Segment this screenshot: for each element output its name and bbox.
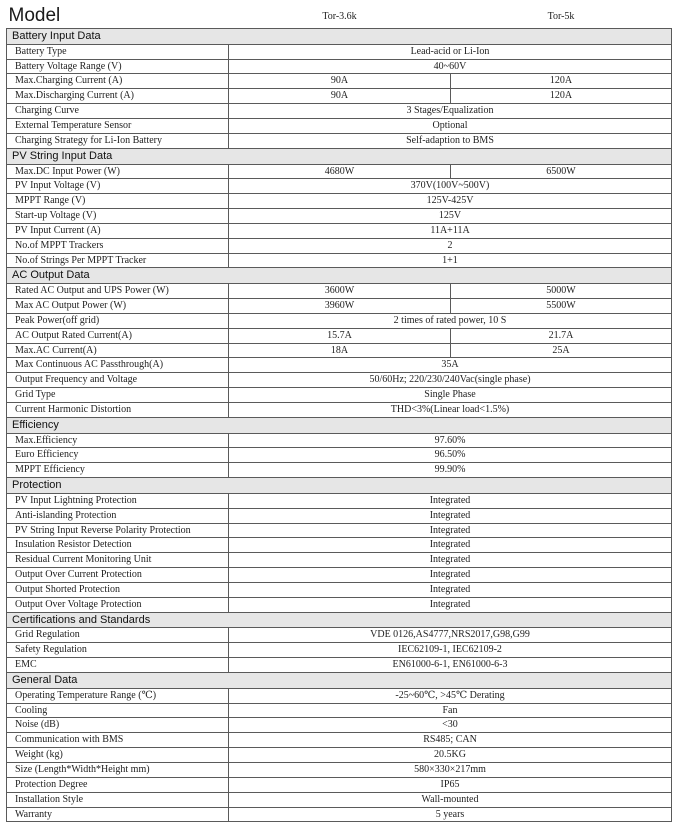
spec-label: Noise (dB)	[7, 718, 229, 733]
spec-row	[7, 448, 672, 463]
section-title: Protection	[7, 478, 672, 494]
spec-row	[7, 733, 672, 748]
spec-value: IEC62109-1, IEC62109-2	[229, 643, 672, 658]
spec-value: 96.50%	[229, 448, 672, 463]
spec-label: Max Continuous AC Passthrough(A)	[7, 358, 229, 373]
spec-row	[7, 89, 672, 104]
spec-label: MPPT Range (V)	[7, 194, 229, 209]
spec-row	[7, 328, 672, 343]
spec-label: Max AC Output Power (W)	[7, 299, 229, 314]
model-name-1: Tor-3.6k	[229, 4, 451, 29]
section-header	[7, 268, 672, 284]
spec-value: -25~60℃, >45℃ Derating	[229, 688, 672, 703]
spec-label: Max.Charging Current (A)	[7, 74, 229, 89]
spec-label: Max.AC Current(A)	[7, 343, 229, 358]
section-header	[7, 417, 672, 433]
spec-value: 35A	[229, 358, 672, 373]
spec-row	[7, 358, 672, 373]
spec-value: 580×330×217mm	[229, 763, 672, 778]
spec-label: Output Over Voltage Protection	[7, 597, 229, 612]
spec-row	[7, 523, 672, 538]
section-title: Efficiency	[7, 417, 672, 433]
spec-row	[7, 628, 672, 643]
spec-label: Current Harmonic Distortion	[7, 402, 229, 417]
spec-label: Peak Power(off grid)	[7, 313, 229, 328]
spec-label: Installation Style	[7, 792, 229, 807]
spec-value: Wall-mounted	[229, 792, 672, 807]
spec-row	[7, 133, 672, 148]
spec-row	[7, 238, 672, 253]
spec-row	[7, 179, 672, 194]
spec-label: Charging Strategy for Li-Ion Battery	[7, 133, 229, 148]
spec-label: Communication with BMS	[7, 733, 229, 748]
spec-row	[7, 209, 672, 224]
spec-label: PV String Input Reverse Polarity Protection	[7, 523, 229, 538]
spec-value-model-2: 5500W	[451, 299, 672, 314]
spec-row	[7, 508, 672, 523]
spec-row	[7, 388, 672, 403]
spec-row	[7, 718, 672, 733]
spec-label: No.of MPPT Trackers	[7, 238, 229, 253]
spec-label: Anti-islanding Protection	[7, 508, 229, 523]
spec-value: 125V-425V	[229, 194, 672, 209]
spec-value-model-2: 120A	[451, 74, 672, 89]
spec-value: 5 years	[229, 807, 672, 822]
spec-row	[7, 688, 672, 703]
spec-label: Battery Voltage Range (V)	[7, 59, 229, 74]
spec-label: Start-up Voltage (V)	[7, 209, 229, 224]
spec-value-model-1: 4680W	[229, 164, 451, 179]
spec-row	[7, 343, 672, 358]
spec-value-model-2: 25A	[451, 343, 672, 358]
spec-row	[7, 807, 672, 822]
spec-row	[7, 119, 672, 134]
spec-value: VDE 0126,AS4777,NRS2017,G98,G99	[229, 628, 672, 643]
model-label: Model	[7, 4, 229, 29]
spec-label: Max.Efficiency	[7, 433, 229, 448]
spec-value-model-2: 5000W	[451, 284, 672, 299]
spec-row	[7, 59, 672, 74]
spec-row	[7, 313, 672, 328]
spec-label: Safety Regulation	[7, 643, 229, 658]
spec-value: 20.5KG	[229, 748, 672, 763]
spec-value-model-2: 21.7A	[451, 328, 672, 343]
spec-value: Integrated	[229, 582, 672, 597]
spec-value: 40~60V	[229, 59, 672, 74]
spec-label: No.of Strings Per MPPT Tracker	[7, 253, 229, 268]
spec-label: Grid Regulation	[7, 628, 229, 643]
spec-label: MPPT Efficiency	[7, 463, 229, 478]
spec-value: Integrated	[229, 493, 672, 508]
spec-value-model-1: 15.7A	[229, 328, 451, 343]
spec-row	[7, 597, 672, 612]
spec-table	[6, 4, 672, 822]
spec-value: THD<3%(Linear load<1.5%)	[229, 402, 672, 417]
spec-value-model-1: 18A	[229, 343, 451, 358]
spec-label: Insulation Resistor Detection	[7, 538, 229, 553]
spec-value: RS485; CAN	[229, 733, 672, 748]
section-title: AC Output Data	[7, 268, 672, 284]
header-row	[7, 4, 672, 29]
spec-value: 1+1	[229, 253, 672, 268]
spec-row	[7, 582, 672, 597]
spec-row	[7, 763, 672, 778]
spec-row	[7, 792, 672, 807]
spec-label: Euro Efficiency	[7, 448, 229, 463]
spec-value: Lead-acid or Li-Ion	[229, 44, 672, 59]
section-title: Certifications and Standards	[7, 612, 672, 628]
model-name-2: Tor-5k	[451, 4, 672, 29]
section-title: PV String Input Data	[7, 148, 672, 164]
spec-label: Grid Type	[7, 388, 229, 403]
spec-label: Max.Discharging Current (A)	[7, 89, 229, 104]
spec-row	[7, 74, 672, 89]
spec-table-body	[7, 4, 672, 822]
spec-label: Output Shorted Protection	[7, 582, 229, 597]
spec-label: Size (Length*Width*Height mm)	[7, 763, 229, 778]
section-header	[7, 478, 672, 494]
spec-value: <30	[229, 718, 672, 733]
spec-label: Residual Current Monitoring Unit	[7, 553, 229, 568]
spec-row	[7, 493, 672, 508]
spec-value: 2	[229, 238, 672, 253]
spec-value-model-1: 3600W	[229, 284, 451, 299]
spec-label: PV Input Lightning Protection	[7, 493, 229, 508]
spec-row	[7, 164, 672, 179]
spec-label: Output Over Current Protection	[7, 568, 229, 583]
spec-value: 125V	[229, 209, 672, 224]
spec-row	[7, 44, 672, 59]
spec-label: PV Input Voltage (V)	[7, 179, 229, 194]
spec-row	[7, 568, 672, 583]
spec-row	[7, 538, 672, 553]
spec-value: Integrated	[229, 597, 672, 612]
spec-value: Self-adaption to BMS	[229, 133, 672, 148]
spec-label: External Temperature Sensor	[7, 119, 229, 134]
spec-value-model-1: 3960W	[229, 299, 451, 314]
section-header	[7, 148, 672, 164]
section-header	[7, 673, 672, 689]
spec-row	[7, 223, 672, 238]
spec-value-model-1: 90A	[229, 89, 451, 104]
spec-label: Output Frequency and Voltage	[7, 373, 229, 388]
spec-value: 370V(100V~500V)	[229, 179, 672, 194]
spec-value: 3 Stages/Equalization	[229, 104, 672, 119]
spec-value: Integrated	[229, 568, 672, 583]
spec-row	[7, 553, 672, 568]
spec-value: 50/60Hz; 220/230/240Vac(single phase)	[229, 373, 672, 388]
section-header	[7, 29, 672, 45]
spec-row	[7, 433, 672, 448]
spec-value-model-1: 90A	[229, 74, 451, 89]
spec-row	[7, 643, 672, 658]
spec-row	[7, 703, 672, 718]
spec-value: 2 times of rated power, 10 S	[229, 313, 672, 328]
spec-label: Operating Temperature Range (℃)	[7, 688, 229, 703]
spec-row	[7, 284, 672, 299]
spec-label: Rated AC Output and UPS Power (W)	[7, 284, 229, 299]
spec-label: Battery Type	[7, 44, 229, 59]
spec-label: AC Output Rated Current(A)	[7, 328, 229, 343]
spec-row	[7, 748, 672, 763]
spec-row	[7, 373, 672, 388]
section-header	[7, 612, 672, 628]
spec-value: Optional	[229, 119, 672, 134]
spec-row	[7, 402, 672, 417]
section-title: Battery Input Data	[7, 29, 672, 45]
spec-label: Protection Degree	[7, 777, 229, 792]
spec-value-model-2: 6500W	[451, 164, 672, 179]
spec-value: 97.60%	[229, 433, 672, 448]
spec-value: Integrated	[229, 508, 672, 523]
spec-value: Fan	[229, 703, 672, 718]
spec-value: Integrated	[229, 538, 672, 553]
spec-value: Integrated	[229, 553, 672, 568]
spec-label: Cooling	[7, 703, 229, 718]
section-title: General Data	[7, 673, 672, 689]
spec-row	[7, 299, 672, 314]
spec-value: Single Phase	[229, 388, 672, 403]
spec-label: Weight (kg)	[7, 748, 229, 763]
spec-row	[7, 658, 672, 673]
spec-label: EMC	[7, 658, 229, 673]
spec-label: Warranty	[7, 807, 229, 822]
spec-value: 11A+11A	[229, 223, 672, 238]
spec-row	[7, 194, 672, 209]
spec-value: 99.90%	[229, 463, 672, 478]
spec-value: EN61000-6-1, EN61000-6-3	[229, 658, 672, 673]
spec-row	[7, 104, 672, 119]
spec-row	[7, 463, 672, 478]
spec-label: PV Input Current (A)	[7, 223, 229, 238]
spec-row	[7, 777, 672, 792]
spec-value: IP65	[229, 777, 672, 792]
spec-label: Charging Curve	[7, 104, 229, 119]
spec-value-model-2: 120A	[451, 89, 672, 104]
spec-row	[7, 253, 672, 268]
spec-value: Integrated	[229, 523, 672, 538]
spec-label: Max.DC Input Power (W)	[7, 164, 229, 179]
